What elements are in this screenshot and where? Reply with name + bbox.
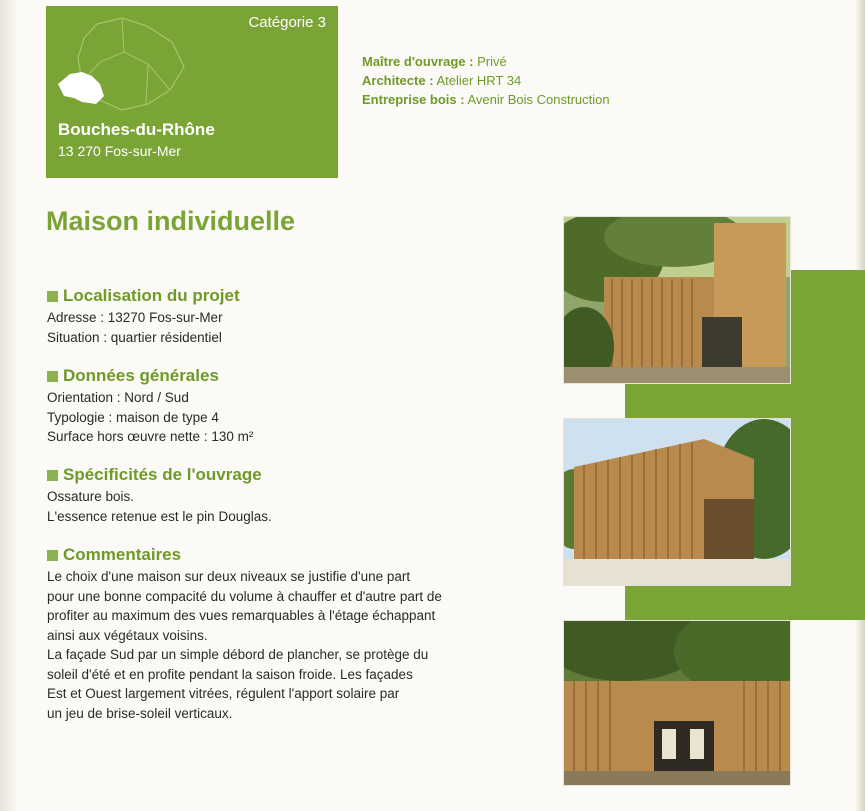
section-heading-text: Localisation du projet (63, 286, 240, 305)
section-line: soleil d'été et en profite pendant la saison froide. Les façades (47, 666, 413, 682)
category-box (46, 6, 338, 178)
section-line: Est et Ouest largement vitrées, régulent l'apport solaire par (47, 686, 400, 701)
bullet-square-icon (47, 550, 58, 561)
house-photo-2 (563, 418, 791, 586)
section-line: Adresse : 13270 Fos-sur-Mer (47, 310, 223, 325)
house-photo-3 (563, 620, 791, 786)
bullet-square-icon (47, 371, 58, 382)
section-line: un jeu de brise-soleil verticaux. (47, 705, 233, 721)
project-credits (362, 52, 610, 109)
page-gutter-shadow (0, 0, 18, 811)
credit-owner (362, 52, 610, 71)
category-label: Catégorie 3 (248, 14, 326, 31)
credit-contractor-value: Avenir Bois Construction (467, 92, 610, 107)
credit-contractor (362, 90, 610, 109)
section-heading-text: Données générales (63, 366, 219, 385)
section-heading-text: Spécificités de l'ouvrage (63, 465, 262, 484)
section-line: ainsi aux végétaux voisins. (47, 627, 208, 643)
section-commentaires (47, 545, 517, 723)
section-line: Situation : quartier résidentiel (47, 329, 222, 345)
house-photo-1 (563, 216, 791, 384)
section-line: Ossature bois. (47, 489, 135, 504)
page-title: Maison individuelle (46, 206, 296, 236)
section-specificites (47, 465, 517, 526)
credit-owner-key: Maître d'ouvrage : (362, 54, 474, 69)
section-line: Surface hors œuvre nette : 130 m² (47, 429, 254, 444)
section-donnees (47, 366, 517, 447)
section-heading-text: Commentaires (63, 545, 182, 564)
section-line: Typologie : maison de type 4 (47, 409, 219, 425)
credit-owner-value: Privé (477, 54, 507, 69)
section-line: Le choix d'une maison sur deux niveaux se justifie d'une part (47, 569, 411, 584)
section-heading (47, 545, 517, 565)
region-map-icon (52, 12, 192, 117)
bullet-square-icon (47, 291, 58, 302)
section-heading (47, 286, 517, 306)
section-line: Orientation : Nord / Sud (47, 390, 189, 405)
section-line: profiter au maximum des vues remarquables à l'étage échappant (47, 608, 436, 623)
region-name: Bouches-du-Rhône (58, 120, 215, 139)
section-localisation (47, 286, 517, 347)
section-line: L'essence retenue est le pin Douglas. (47, 508, 272, 524)
credit-architect (362, 71, 610, 90)
section-heading (47, 465, 517, 485)
region-city: 13 270 Fos-sur-Mer (58, 143, 181, 159)
bullet-square-icon (47, 470, 58, 481)
section-line: pour une bonne compacité du volume à chauffer et d'autre part de (47, 588, 442, 604)
credit-contractor-key: Entreprise bois : (362, 92, 465, 107)
credit-architect-value: Atelier HRT 34 (436, 73, 522, 88)
credit-architect-key: Architecte : (362, 73, 434, 88)
section-heading (47, 366, 517, 386)
section-line: La façade Sud par un simple débord de plancher, se protège du (47, 647, 429, 662)
